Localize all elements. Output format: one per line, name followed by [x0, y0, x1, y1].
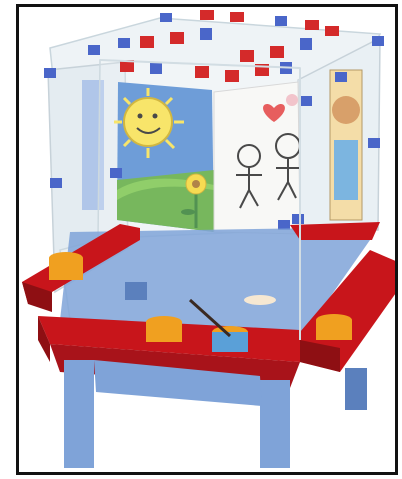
easel-photo: [0, 0, 402, 479]
